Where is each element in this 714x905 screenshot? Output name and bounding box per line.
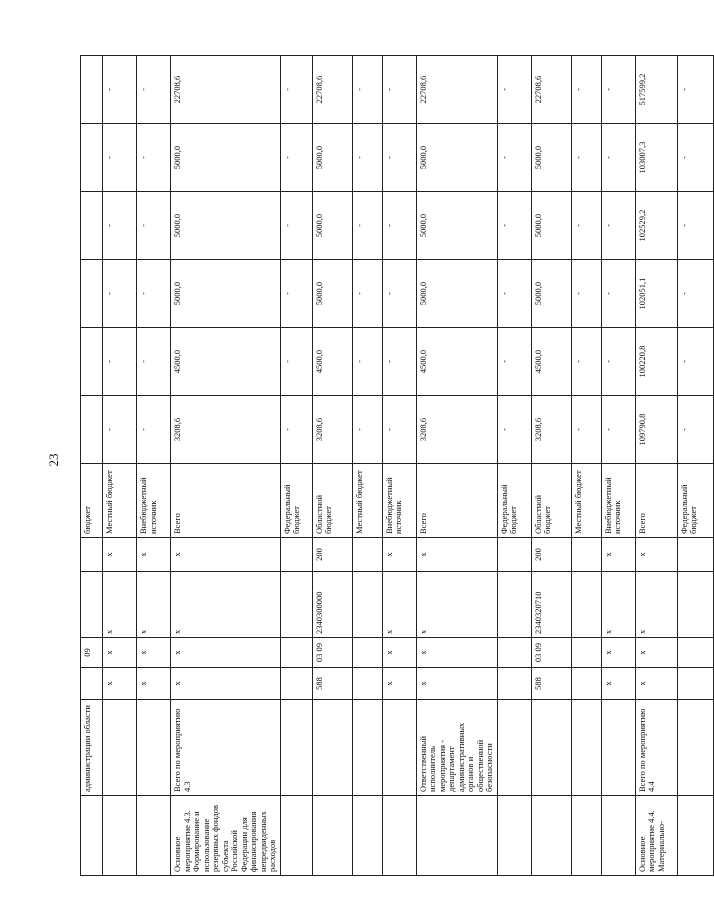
table-cell: Федеральный бюджет bbox=[677, 464, 713, 538]
table-cell: x bbox=[382, 572, 416, 638]
table-cell: x bbox=[635, 572, 677, 638]
table-cell: Местный бюджет bbox=[352, 464, 382, 538]
table-cell: x bbox=[137, 538, 171, 572]
table-cell: - bbox=[677, 56, 713, 124]
table-cell: - bbox=[352, 56, 382, 124]
table-cell bbox=[81, 328, 103, 396]
table-cell: - bbox=[601, 328, 635, 396]
table-cell bbox=[677, 638, 713, 668]
table-row bbox=[531, 56, 571, 876]
table-cell bbox=[312, 796, 352, 876]
table-cell: x bbox=[382, 638, 416, 668]
table-cell: 5000,0 bbox=[531, 260, 571, 328]
table-cell bbox=[677, 796, 713, 876]
table-cell: - bbox=[352, 192, 382, 260]
table-cell: x bbox=[416, 538, 497, 572]
table-row bbox=[635, 56, 677, 876]
table-cell: 5000,0 bbox=[312, 124, 352, 192]
table-cell: 22708,6 bbox=[531, 56, 571, 124]
table-cell: Местный бюджет bbox=[103, 464, 137, 538]
table-cell: - bbox=[601, 124, 635, 192]
table-cell: - bbox=[280, 56, 312, 124]
table-cell bbox=[497, 538, 531, 572]
table-cell bbox=[497, 700, 531, 796]
table-cell bbox=[81, 538, 103, 572]
table-cell: - bbox=[352, 260, 382, 328]
table-cell bbox=[416, 796, 497, 876]
table-cell: Всего bbox=[171, 464, 281, 538]
table-cell: 3208,6 bbox=[416, 396, 497, 464]
table-cell bbox=[601, 700, 635, 796]
table-cell: 3208,6 bbox=[312, 396, 352, 464]
table-cell: 5000,0 bbox=[312, 260, 352, 328]
table-cell bbox=[81, 396, 103, 464]
table-cell: 588 bbox=[531, 668, 571, 700]
table-cell: 03 09 bbox=[312, 638, 352, 668]
table-cell: 5000,0 bbox=[171, 192, 281, 260]
table-row bbox=[497, 56, 531, 876]
table-cell: x bbox=[137, 572, 171, 638]
table-cell: - bbox=[137, 124, 171, 192]
table-cell bbox=[280, 668, 312, 700]
table-cell: - bbox=[103, 56, 137, 124]
table-cell bbox=[531, 796, 571, 876]
table-cell: x bbox=[635, 668, 677, 700]
table-row bbox=[677, 56, 713, 876]
table-cell: 5000,0 bbox=[171, 260, 281, 328]
table-cell bbox=[571, 638, 601, 668]
table-cell: 5000,0 bbox=[531, 124, 571, 192]
rotated-table-wrapper bbox=[80, 56, 699, 876]
table-cell bbox=[497, 572, 531, 638]
table-cell: 5000,0 bbox=[416, 192, 497, 260]
table-cell: - bbox=[137, 56, 171, 124]
table-cell: 5000,0 bbox=[531, 192, 571, 260]
table-cell: Всего по мероприятию 4.4 bbox=[635, 700, 677, 796]
table-cell bbox=[81, 192, 103, 260]
table-cell bbox=[81, 56, 103, 124]
table-cell bbox=[677, 538, 713, 572]
table-cell: - bbox=[382, 124, 416, 192]
table-cell: Областной бюджет bbox=[531, 464, 571, 538]
table-cell bbox=[352, 638, 382, 668]
table-cell bbox=[677, 572, 713, 638]
table-cell: x bbox=[601, 638, 635, 668]
table-cell: x bbox=[635, 638, 677, 668]
table-cell: 03 09 bbox=[531, 638, 571, 668]
table-cell: x bbox=[137, 638, 171, 668]
table-cell: 102529,2 bbox=[635, 192, 677, 260]
table-cell bbox=[677, 668, 713, 700]
table-cell: x bbox=[601, 572, 635, 638]
table-cell bbox=[571, 700, 601, 796]
table-cell: - bbox=[103, 328, 137, 396]
table-cell: x bbox=[416, 638, 497, 668]
table-cell: - bbox=[601, 260, 635, 328]
table-cell: x bbox=[416, 668, 497, 700]
table-cell bbox=[382, 700, 416, 796]
table-cell: Всего bbox=[635, 464, 677, 538]
table-cell: Местный бюджет bbox=[571, 464, 601, 538]
table-cell bbox=[81, 260, 103, 328]
table-cell: x bbox=[103, 572, 137, 638]
table-cell: 22708,6 bbox=[416, 56, 497, 124]
table-cell: 2340300000 bbox=[312, 572, 352, 638]
table-cell: x bbox=[103, 638, 137, 668]
table-cell bbox=[571, 538, 601, 572]
table-cell: - bbox=[497, 56, 531, 124]
table-cell bbox=[601, 796, 635, 876]
table-cell: x bbox=[103, 538, 137, 572]
table-cell: - bbox=[601, 192, 635, 260]
table-cell: 5000,0 bbox=[416, 124, 497, 192]
table-cell: Внебюджетный источник bbox=[382, 464, 416, 538]
table-cell: - bbox=[571, 328, 601, 396]
table-cell: x bbox=[635, 538, 677, 572]
table-cell: - bbox=[280, 260, 312, 328]
table-cell: Федеральный бюджет bbox=[280, 464, 312, 538]
table-cell bbox=[81, 796, 103, 876]
table-cell: 5000,0 bbox=[171, 124, 281, 192]
table-cell: - bbox=[677, 192, 713, 260]
table-cell: - bbox=[497, 124, 531, 192]
table-cell: 4500,0 bbox=[416, 328, 497, 396]
table-cell bbox=[103, 700, 137, 796]
table-cell: - bbox=[137, 328, 171, 396]
table-cell: - bbox=[497, 260, 531, 328]
table-cell: 3208,6 bbox=[531, 396, 571, 464]
table-cell: 22708,6 bbox=[171, 56, 281, 124]
table-cell: Федеральный бюджет bbox=[497, 464, 531, 538]
table-cell: x bbox=[416, 572, 497, 638]
table-cell: 5000,0 bbox=[312, 192, 352, 260]
table-cell: - bbox=[677, 260, 713, 328]
table-cell: - bbox=[352, 396, 382, 464]
table-cell bbox=[280, 572, 312, 638]
table-row bbox=[312, 56, 352, 876]
table-cell bbox=[280, 796, 312, 876]
table-cell bbox=[81, 668, 103, 700]
table-cell: 09 bbox=[81, 638, 103, 668]
table-cell: - bbox=[137, 192, 171, 260]
table-cell: - bbox=[382, 56, 416, 124]
table-cell: Областной бюджет bbox=[312, 464, 352, 538]
table-cell: - bbox=[137, 396, 171, 464]
table-row bbox=[137, 56, 171, 876]
table-row bbox=[171, 56, 281, 876]
table-cell bbox=[280, 700, 312, 796]
table-cell: - bbox=[571, 260, 601, 328]
table-row bbox=[103, 56, 137, 876]
table-row bbox=[81, 56, 103, 876]
table-cell: 3208,6 bbox=[171, 396, 281, 464]
table-cell: Всего bbox=[416, 464, 497, 538]
table-cell: 588 bbox=[312, 668, 352, 700]
table-cell bbox=[352, 572, 382, 638]
table-cell: - bbox=[677, 124, 713, 192]
table-cell bbox=[280, 538, 312, 572]
budget-table bbox=[80, 55, 714, 876]
table-cell bbox=[352, 538, 382, 572]
table-cell: x bbox=[382, 668, 416, 700]
table-row bbox=[601, 56, 635, 876]
table-cell: - bbox=[601, 56, 635, 124]
table-cell: - bbox=[497, 396, 531, 464]
table-cell: x bbox=[103, 668, 137, 700]
table-cell: Ответственный исполнитель мероприятия - департамент административных органов и общественной безопасности bbox=[416, 700, 497, 796]
table-cell: Основное мероприятие 4.3. Формирование и использование резервных фондов субъекта Российской Федерации для финансирования непредвиденных расходов bbox=[171, 796, 281, 876]
page-number: 23 bbox=[46, 453, 61, 467]
table-cell: 109790,8 bbox=[635, 396, 677, 464]
table-cell bbox=[103, 796, 137, 876]
table-cell: x bbox=[171, 668, 281, 700]
table-cell: - bbox=[601, 396, 635, 464]
table-cell: - bbox=[571, 124, 601, 192]
table-cell: - bbox=[571, 396, 601, 464]
table-cell: - bbox=[137, 260, 171, 328]
table-cell bbox=[531, 700, 571, 796]
table-cell bbox=[137, 796, 171, 876]
table-cell: - bbox=[103, 192, 137, 260]
table-cell bbox=[352, 796, 382, 876]
table-cell: Всего по мероприятию 4.3 bbox=[171, 700, 281, 796]
table-cell: 200 bbox=[531, 538, 571, 572]
table-cell: x bbox=[171, 638, 281, 668]
table-cell: Основное мероприятие 4.4. Материально- bbox=[635, 796, 677, 876]
table-row bbox=[571, 56, 601, 876]
table-cell: 22708,6 bbox=[312, 56, 352, 124]
table-cell: - bbox=[382, 396, 416, 464]
table-cell: - bbox=[280, 124, 312, 192]
table-cell: 517599,2 bbox=[635, 56, 677, 124]
table-cell: - bbox=[571, 192, 601, 260]
table-cell: - bbox=[280, 328, 312, 396]
table-cell bbox=[382, 796, 416, 876]
table-cell bbox=[352, 700, 382, 796]
table-cell: Внебюджетный источник bbox=[137, 464, 171, 538]
table-cell bbox=[571, 572, 601, 638]
table-cell bbox=[497, 638, 531, 668]
table-cell: 5000,0 bbox=[416, 260, 497, 328]
table-cell: x bbox=[137, 668, 171, 700]
table-cell: бюджет bbox=[81, 464, 103, 538]
table-row bbox=[382, 56, 416, 876]
table-cell: - bbox=[103, 260, 137, 328]
table-cell: 4500,0 bbox=[312, 328, 352, 396]
table-cell bbox=[280, 638, 312, 668]
table-cell: 100220,8 bbox=[635, 328, 677, 396]
table-cell: - bbox=[280, 396, 312, 464]
table-cell: Внебюджетный источник bbox=[601, 464, 635, 538]
table-cell: x bbox=[171, 538, 281, 572]
table-cell: - bbox=[497, 192, 531, 260]
table-cell bbox=[497, 796, 531, 876]
table-row bbox=[416, 56, 497, 876]
table-cell bbox=[137, 700, 171, 796]
table-cell: - bbox=[280, 192, 312, 260]
table-cell bbox=[571, 796, 601, 876]
table-cell bbox=[312, 700, 352, 796]
table-cell: - bbox=[352, 328, 382, 396]
table-cell bbox=[571, 668, 601, 700]
table-cell: 4500,0 bbox=[171, 328, 281, 396]
table-cell: - bbox=[382, 260, 416, 328]
table-row bbox=[352, 56, 382, 876]
table-cell bbox=[352, 668, 382, 700]
table-cell: 103007,3 bbox=[635, 124, 677, 192]
table-cell: - bbox=[382, 328, 416, 396]
table-cell bbox=[81, 124, 103, 192]
table-cell: - bbox=[382, 192, 416, 260]
table-cell: x bbox=[601, 538, 635, 572]
table-cell: - bbox=[677, 396, 713, 464]
table-cell: 102051,1 bbox=[635, 260, 677, 328]
table-cell: 200 bbox=[312, 538, 352, 572]
table-row bbox=[280, 56, 312, 876]
table-cell: 4500,0 bbox=[531, 328, 571, 396]
table-cell: - bbox=[103, 396, 137, 464]
table-cell bbox=[497, 668, 531, 700]
table-cell: x bbox=[382, 538, 416, 572]
table-cell: - bbox=[677, 328, 713, 396]
table-cell bbox=[81, 572, 103, 638]
table-cell: администрации области bbox=[81, 700, 103, 796]
table-cell: - bbox=[571, 56, 601, 124]
table-cell: - bbox=[352, 124, 382, 192]
table-cell: 2340320710 bbox=[531, 572, 571, 638]
table-cell: - bbox=[497, 328, 531, 396]
table-cell: - bbox=[103, 124, 137, 192]
table-cell bbox=[677, 700, 713, 796]
table-cell: x bbox=[171, 572, 281, 638]
table-cell: x bbox=[601, 668, 635, 700]
